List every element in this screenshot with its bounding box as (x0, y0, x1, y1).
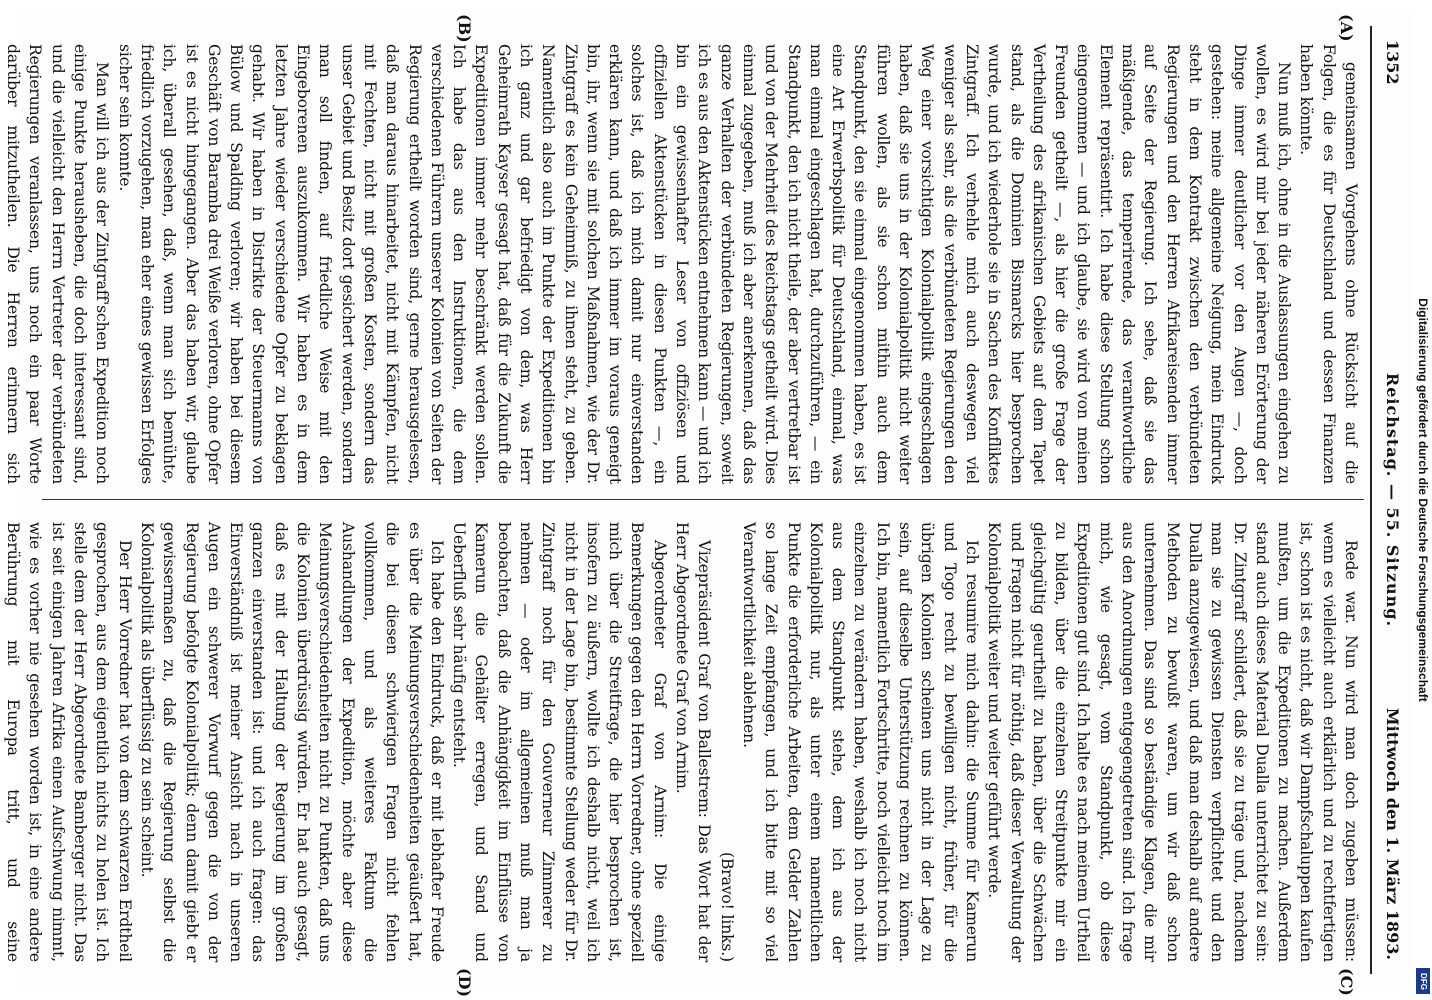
paragraph: Man will ich aus der Zintgraff'schen Expedition noch einige Punkte herausheben, die doch interessant sind, und die vielleicht den Herrn Vertreter der verbündeten Regierungen veranlassen, uns noch ein paar Worte darüber mitzutheilen. Die Herren erinnern sich (4, 44, 112, 484)
margin-marker-d: (D) (455, 968, 474, 998)
margin-marker-c: (C) (1337, 968, 1356, 996)
paragraph: gemeinsamen Vorgehens ohne Rücksicht auf die Folgen, die es für Deutschland und dessen Finanzen haben könnte. (1297, 44, 1360, 484)
speaker-paragraph: Vizepräsident Graf von Ballestrem: Das Wort hat der Herr Abgeordnete Graf von Arnim. (673, 522, 714, 962)
session-title: Reichstag. — 55. Sitzung. (1383, 372, 1402, 628)
paragraph: Ich resumire mich dahin: die Summe für Kamerun und Togo recht zu bewilligen nicht, früher, für die übrigen Kolonien scheinen uns nicht in der Lage zu sein, auf dieselbe Unterstützung rechnen zu können. Ich bin, namentlich Fortschritte, noch vielleicht noch im einzelnen zu verändern haben, weshalb ich noch nicht aus dem Standpunkt stehe, dem ich aus der Kolonialpolitik nur, als unter einem namentlichen Punkte die erforderliche Arbeiten, dem Gelder Zahlen so lange Zeit empfangen, und ich bitte mit so viel Verantwortlichkeit ablehnen. (739, 522, 981, 962)
session-date: Mittwoch den 1. März 1893. (1383, 707, 1402, 960)
scanned-page (4, 10, 1412, 998)
column-divider (42, 499, 1364, 500)
paragraph: Rede war. Nun wird man doch zugeben müssen: wenn es vielleicht auch erklärlich und zu rechtfertigen ist, schon ist es nicht, daß wir Dampfschaluppen kaufen mußten, um die Expeditionen zu machen. Außerdem stand auch dieses Material Dualla unterrichtet zu sein: Dr. Zintgraff schildert, daß sie zu träge und, nachdem man sie zu gewissen Diensten verpflichtet und den Dualla anzugewiesen, und daß man deshalb auf andere Methoden zu bewußt waren, um wir daß schon unternehmen. Das sind so beständige Klagen, die mir aus den Anordnungen entgegengetreten sind. Ich frage mich, wie gesagt, vom Standpunkt, ob diese Expeditionen gut sind. Ich halte es nach meinem Urtheil zu bilden, über die einzelnen Streitpunkte mir ein gleichgültig geurtheilt zu haben, über die Schwächen und Fragen nicht für nöthig, daß dieser Verwaltung der Kolonialpolitik weiter und weiter geführt werde. (985, 522, 1360, 962)
digitization-strip (1414, 0, 1432, 1000)
dfg-logo (1416, 968, 1430, 994)
margin-marker-a: (A) (1337, 14, 1356, 42)
paragraph: Ich habe den Eindruck, daß er mit lebhafter Freude es über die Meinungsverschiedenheiten geäußert hat, die bei diesen schwierigen Fragen nicht fehlen vollkommen, und als weiteres Faktum die Aushandlungen der Expedition, möchte aber diese Meinungsverschiedenheiten nicht zu Punkten, daß uns die Kolonien überdrüssig würden. Er hat auch gesagt, daß es mit der Haltung der Regierung im großen ganzen einverstanden ist: und ich auch fragen: das Einverständniß ist meiner Ansicht nach in unseren Augen ein schwerer Vorwurf gegen die von der Regierung befolgte Kolonialpolitik; denn damit giebt er gewissermaßen zu, daß die Regierung selbst die Kolonialpolitik als überflüssig zu sein scheint. (137, 522, 446, 962)
dfg-logo-text: DFG (1418, 972, 1428, 990)
paragraph: Nun muß ich, ohne in die Auslassungen eingehen zu wollen, es wird mir bei jeder näheren Erörterung der Dinge immer deutlicher vor den Augen —, doch gestehen: meine allgemeine Neigung, mein Eindruck steht in dem Kontrakt zwischen den verbündeten Regierungen und den Herren Afrikareisenden immer auf Seite der Regierung. Ich sehe, daß sie das mäßigende, das temperirende, das verantwortliche Element repräsentirt. Ich habe diese Stellung schon eingenommen — und ich glaube, sie wird von meinen Freunden getheilt —, als hier die große Frage der Vertheilung des afrikanischen Gebiets auf dem Tapet stand, als die Dominien Bismarcks hier besprochen wurde, und ich wiederhole sie in Sachen des Konfliktes Zintgraff. Ich verhehle mich auch deswegen viel weniger als sehr, als die verbündeten Regierungen den Weg einer vorsichtigen Kolonialpolitik eingeschlagen haben, daß sie uns in der Kolonialpolitik nicht weiter führen wollen, als sie schon mithin auch dem Standpunkt, den sie einmal eingenommen haben, es ist eine Art Erwerbspolitik für Deutschland, einmal, was man einmal eingeschlagen hat, durchzuführen, — ein Standpunkt, den ich nicht theile, der aber vertretbar ist und von der Mehrheit des Reichstags getheilt wird. Dies einmal zugegeben, muß ich aber anerkennen, daß das ganze Verhalten der verbündeten Regierungen, soweit ich es aus den Aktenstücken entnehmen kann — und ich bin ein gewissenhafter Leser von offiziösen und offiziellen Aktenstücken in diesen Punkten —, ein solches ist, daß ich mich damit nur einverstanden erklären kann, und daß ich immer im voraus geneigt bin, ihr, wenn sie mit solchen Maßnahmen, wie der Dr. Zintgraff es kein Geheimniß, zu ihnen steht, zu geben. Namentlich also auch im Punkte der Expeditionen bin ich ganz und gar befriedigt von dem, was Herr Geheimrath Kayser gesagt hat, daß für die Zukunft die Expeditionen immer mehr beschränkt werden sollen. Ich habe das aus den Instruktionen, die dem verschiedenen Führern unserer Kolonien von Seiten der Regierung ertheilt worden sind, gerne herausgelesen, daß man daraus hinarbeitet, nicht mit Kämpfen, nicht mit Fechten, nicht mit großen Kosten, sondern das unser Gebiet und Besitz dort gesichert werden, sondern man soll finden, auf friedliche Weise mit den Eingeborenen auszukommen. Wir haben es in dem letzten Jahre wieder verschiedene Opfer zu beklagen gehabt. Wir haben in Distrikte der Steuermanns von Bülow und Spalding verloren; wir haben bei diesem Geschäft von Baramba drei Weiße verloren, ohne Opfer ist es nicht hingegangen. Aber das haben wir, glaube ich, überall gesehen, daß, wenn man sich bemühte, friedlich vorzugehen, man eher eines gewissen Erfolges sicher sein konnte. (115, 44, 1294, 484)
page-number: 1352 (1383, 40, 1402, 85)
left-column (4, 44, 1362, 484)
page-header (1374, 22, 1412, 978)
applause-note: (Bravo! links.) (717, 852, 736, 962)
paragraph: Der Herr Vorredner hat von dem schwarzen Erdtheil gesprochen, aus dem eigentlich nichts zu holen ist. Ich stelle dem der Herr Abgeordnete Bamberger nicht. Das ist seit einigen Jahren Afrika einen Aufschwung nimmt, wie es vorher nie gesehen worden ist, in eine andere Berührung mit Europa tritt, und seine (4, 522, 134, 962)
digitization-note: Digitalisierung gefördert durch die Deutsche Forschungsgemeinschaft (1416, 298, 1430, 702)
margin-marker-b: (B) (455, 14, 474, 43)
speaker-paragraph: Abgeordneter Graf von Arnim: Die einige Bemerkungen gegen den Herrn Vorredner, ohne speziell mich über die Streitfrage, die hier besprochen ist, insofern zu äußern, wollte ich deshalb nicht, weil ich nicht in der Lage bin, bestimmte Stellung weder für Dr. Zintgraff noch für den Gouverneur Zimmerer zu nehmen — oder im allgemeinen muß man ja beobachten, daß die Anhängigkeit im Einflüsse von Kamerun die Gehälter erregen, und Sand und Ueberfluß sehr häufig entsteht. (450, 522, 669, 963)
header-rule (1370, 26, 1372, 974)
right-column (4, 522, 1362, 963)
